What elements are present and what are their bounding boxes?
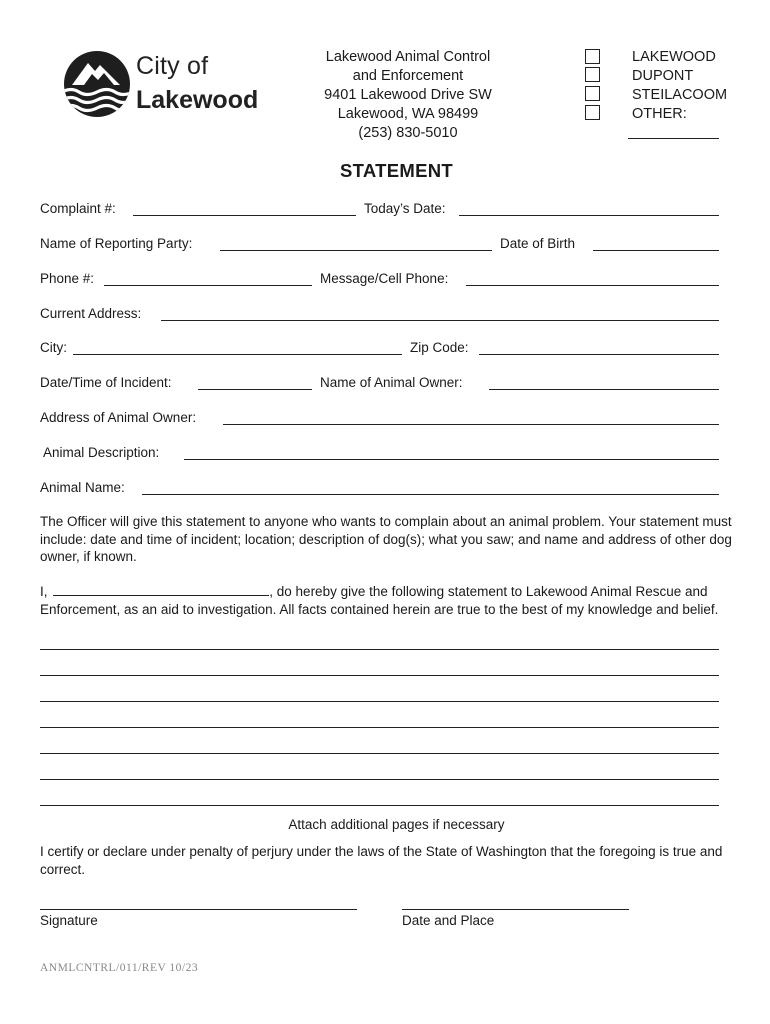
- animal-owner-name-label: Name of Animal Owner:: [320, 375, 463, 390]
- address-line: Lakewood, WA 98499: [337, 106, 479, 122]
- page-title: STATEMENT: [339, 160, 453, 181]
- agency-address-block: [300, 48, 516, 143]
- address-line: Lakewood Animal Control: [325, 49, 491, 65]
- city-field[interactable]: [73, 354, 402, 355]
- location-label-other: OTHER:: [632, 106, 687, 122]
- animal-name-field[interactable]: [142, 494, 719, 495]
- todays-date-label: Today’s Date:: [364, 201, 446, 216]
- certify-paragraph: I certify or declare under penalty of perjury under the laws of the State of Washington that the foregoing is true and correct.: [40, 844, 723, 877]
- reporting-party-field[interactable]: [220, 250, 492, 251]
- animal-description-label: Animal Description:: [43, 445, 160, 460]
- declarant-name-field[interactable]: [53, 583, 269, 596]
- todays-date-field[interactable]: [459, 215, 719, 216]
- animal-owner-address-field[interactable]: [223, 424, 719, 425]
- current-address-field[interactable]: [161, 320, 719, 321]
- zip-field[interactable]: [479, 354, 719, 355]
- incident-datetime-label: Date/Time of Incident:: [40, 375, 172, 390]
- address-line: 9401 Lakewood Drive SW: [324, 87, 492, 103]
- city-label: City:: [40, 340, 67, 355]
- incident-datetime-field[interactable]: [198, 389, 312, 390]
- statement-line[interactable]: [40, 675, 719, 676]
- location-label-lakewood: LAKEWOOD: [632, 49, 716, 65]
- form-code: ANMLCNTRL/011/REV 10/23: [40, 962, 199, 974]
- phone-field[interactable]: [104, 285, 312, 286]
- message-cell-label: Message/Cell Phone:: [320, 271, 449, 286]
- statement-line[interactable]: [40, 701, 719, 702]
- checkbox-other[interactable]: [585, 105, 600, 120]
- phone-label: Phone #:: [40, 271, 95, 286]
- animal-owner-address-label: Address of Animal Owner:: [40, 410, 197, 425]
- logo-text-city-of: City of: [136, 52, 209, 80]
- current-address-label: Current Address:: [40, 306, 142, 321]
- instructions-paragraph: The Officer will give this statement to anyone who wants to complain about an animal problem. Your statement must include: date and time of incident; location; description of dog(s); what you saw; and name and address of other dog owner, if known.: [40, 514, 732, 564]
- message-cell-field[interactable]: [466, 285, 719, 286]
- zip-label: Zip Code:: [410, 340, 469, 355]
- checkbox-lakewood[interactable]: [585, 49, 600, 64]
- checkbox-steilacoom[interactable]: [585, 86, 600, 101]
- date-place-field[interactable]: [402, 909, 629, 910]
- reporting-party-label: Name of Reporting Party:: [40, 236, 193, 251]
- statement-line[interactable]: [40, 805, 719, 806]
- complaint-field[interactable]: [133, 215, 356, 216]
- statement-line[interactable]: [40, 779, 719, 780]
- dob-field[interactable]: [593, 250, 719, 251]
- signature-field[interactable]: [40, 909, 357, 910]
- statement-line[interactable]: [40, 649, 719, 650]
- declaration-suffix: , do hereby give the following statement to Lakewood Animal Rescue and Enforcement, as an aid to investigation. All facts contained herein are true to the best of my knowledge and belief.: [40, 584, 719, 617]
- statement-line[interactable]: [40, 753, 719, 754]
- complaint-label: Complaint #:: [40, 201, 116, 216]
- logo-text-lakewood: Lakewood: [136, 86, 259, 114]
- checkbox-dupont[interactable]: [585, 67, 600, 82]
- attach-pages-note: Attach additional pages if necessary: [288, 817, 505, 832]
- other-location-field[interactable]: [628, 138, 719, 139]
- statement-line[interactable]: [40, 727, 719, 728]
- animal-name-label: Animal Name:: [40, 480, 125, 495]
- location-label-steilacoom: STEILACOOM: [632, 87, 728, 103]
- dob-label: Date of Birth: [500, 236, 576, 251]
- declaration-prefix: I,: [40, 584, 48, 599]
- address-line: and Enforcement: [352, 68, 464, 84]
- location-options: [632, 48, 727, 124]
- animal-owner-name-field[interactable]: [489, 389, 719, 390]
- declaration-paragraph: [40, 583, 752, 618]
- date-place-label: Date and Place: [402, 913, 495, 928]
- animal-description-field[interactable]: [184, 459, 719, 460]
- location-label-dupont: DUPONT: [632, 68, 694, 84]
- signature-label: Signature: [40, 913, 98, 928]
- address-line: (253) 830-5010: [358, 125, 458, 141]
